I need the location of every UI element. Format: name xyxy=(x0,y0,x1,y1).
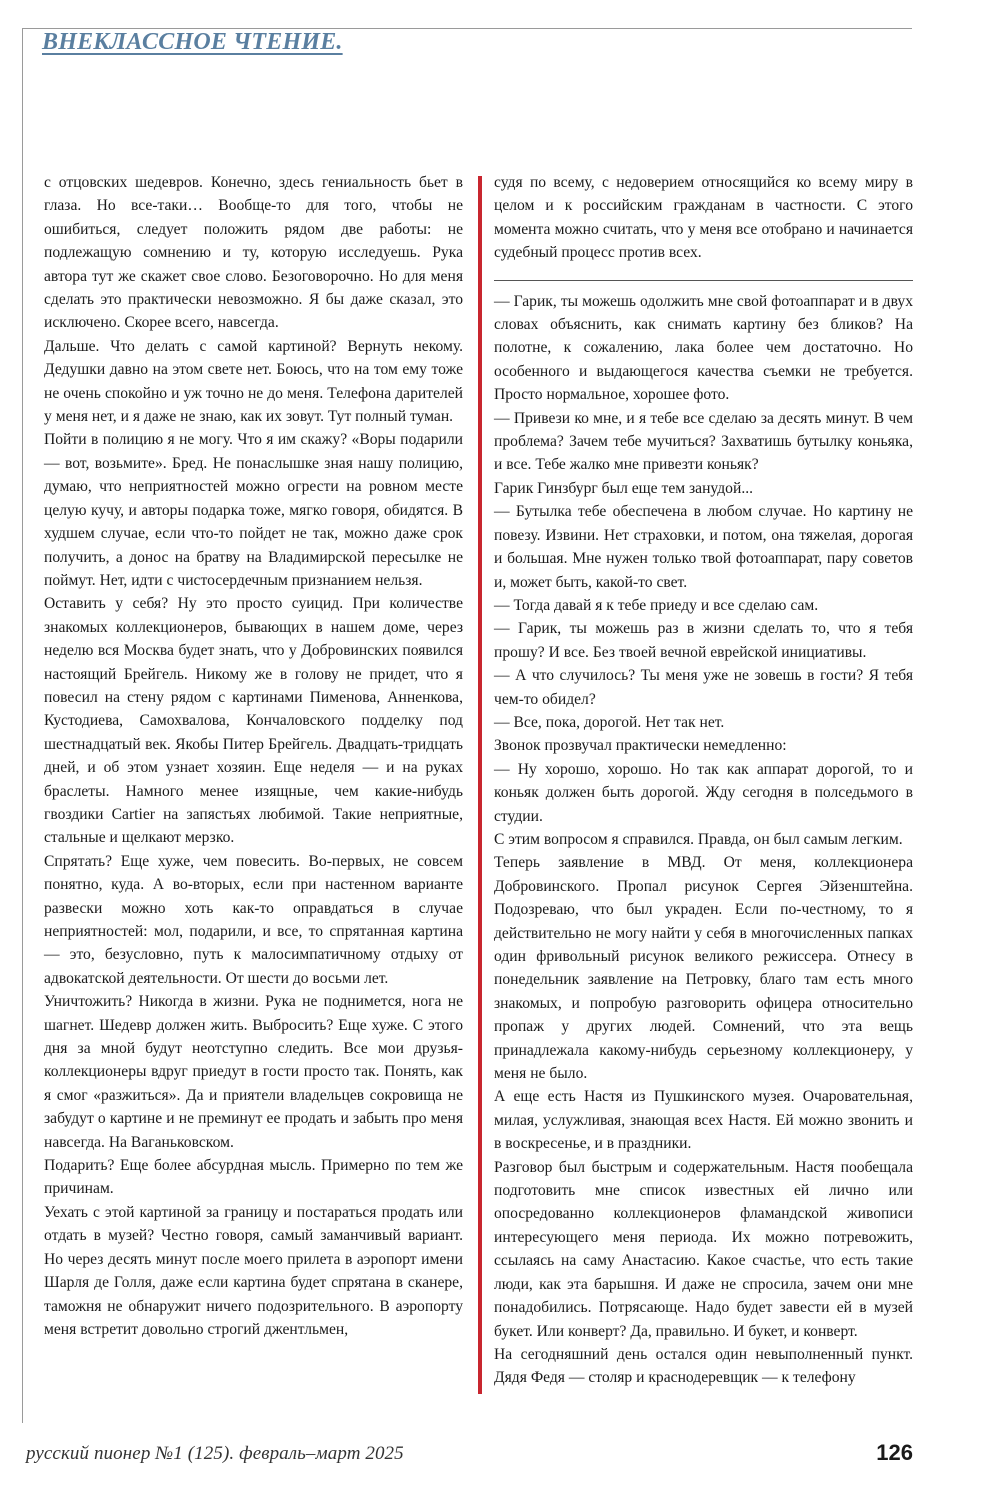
page-number: 126 xyxy=(876,1440,913,1465)
paragraph: Звонок прозвучал практически немедленно: xyxy=(494,737,787,755)
dialogue-paragraph: — Все, пока, дорогой. Нет так нет. xyxy=(494,713,725,731)
paragraph: Дальше. Что делать с самой картиной? Вернуть некому. Дедушки давно на этом свете нет. Боюсь, что на том ему тоже не очень спокойно и уж точно не до меня. Телефона дарителей у меня нет, и я даже не знаю, как их зовут. Тут полный туман. xyxy=(44,337,463,426)
paragraph: А еще есть Настя из Пушкинского музея. Очаровательная, милая, услужливая, знающая всех Настя. Ей можно звонить и в воскресенье, и в праздники. xyxy=(494,1088,913,1153)
paragraph: Пойти в полицию я не могу. Что я им скажу? «Воры подарили — вот, возьмите». Бред. Не понаслышке зная нашу полицию, думаю, что неприятностей можно огрести на ровном месте целую кучу, и авторы подарка тоже, мягко говоря, обидятся. В худшем случае, если что-то пойдет не так, можно даже срок получить, а донос на братву на Владимирской пересылке не поймут. Нет, идти с чистосердечным признанием нельзя. xyxy=(44,431,463,589)
right-column xyxy=(494,171,913,1390)
journal-issue-footer: русский пионер №1 (125). февраль–март 2025 xyxy=(26,1443,404,1464)
dialogue-paragraph: — Бутылка тебе обеспечена в любом случае. Но картину не повезу. Извини. Нет страховки, и потом, она тяжелая, дорогая и большая. Мне нужен только твой фотоаппарат, пару советов и, может быть, какой-то свет. xyxy=(494,503,913,591)
paragraph: Подарить? Еще более абсурдная мысль. Примерно по тем же причинам. xyxy=(44,1157,463,1198)
section-title: ВНЕКЛАССНОЕ ЧТЕНИЕ. xyxy=(42,29,343,55)
dialogue-paragraph: — А что случилось? Ты меня уже не зовешь в гости? Я тебя чем-то обидел? xyxy=(494,667,913,708)
dialogue-paragraph: — Привези ко мне, и я тебе все сделаю за десять минут. В чем проблема? Зачем тебе мучиться? Захватишь бутылку коньяка, и все. Тебе жалко мне привезти коньяк? xyxy=(494,409,913,474)
paragraph: Спрятать? Еще хуже, чем повесить. Во-первых, не совсем понятно, куда. А во-вторых, если при настенном варианте развески можно хоть как-то оправдаться в случае неприятностей: мол, подарили, и все, то спрятанная картина — это, безусловно, путь к малосимпатичному отдыху от адвокатской деятельности. От шести до восьми лет. xyxy=(44,852,463,987)
scene-break-rule xyxy=(494,280,913,281)
paragraph: Теперь заявление в МВД. От меня, коллекционера Добровинского. Пропал рисунок Сергея Эйзенштейна. Подозреваю, что был украден. Если по-честному, то я действительно не могу найти у себя в многочисленных папках один фривольный рисунок великого режиссера. Отнесу в понедельник заявление на Петровку, благо там есть много знакомых, и попробую разговорить офицера относительно пропаж у других людей. Сомнений, что эта вещь принадлежала какому-нибудь серьезному коллекционеру, у меня не было. xyxy=(494,854,913,1083)
paragraph: с отцовских шедевров. Конечно, здесь гениальность бьет в глаза. Но все-таки… Вообще-то для того, чтобы не ошибиться, следует положить рядом две работы: не подлежащую сомнению и ту, которую исследуешь. Рука автора тут же скажет свое слово. Безоговорочно. Но для меня сделать это практически невозможно. Я бы даже сказал, это исключено. Скорее всего, навсегда. xyxy=(44,174,463,332)
paragraph: Оставить у себя? Ну это просто суицид. При количестве знакомых коллекционеров, бывающих в нашем доме, через неделю вся Москва будет знать, что у Добровинских появился настоящий Брейгель. Никому же в голову не придет, что я повесил на стену рядом с картинами Пименова, Анненкова, Кустодиева, Самохвалова, Кончаловского подделку под шестнадцатый век. Якобы Питер Брейгель. Двадцать-тридцать дней, и об этом узнает хозяин. Еще неделя — и на руках браслеты. Намного менее изящные, чем какие-нибудь гвоздики Cartier на запястьях любимой. Такие неприятные, стальные и щелкают мерзко. xyxy=(44,595,463,847)
dialogue-paragraph: — Гарик, ты можешь одолжить мне свой фотоаппарат и в двух словах объяснить, как снимать картину без бликов? На полотне, к сожалению, лака более чем достаточно. Но особенного и выдающегося качества съемки не требуется. Просто нормальное, хорошее фото. xyxy=(494,292,913,404)
paragraph: На сегодняшний день остался один невыполненный пункт. Дядя Федя — столяр и краснодеревщик — к телефону xyxy=(494,1345,913,1387)
dialogue-paragraph: — Тогда давай я к тебе приеду и все сделаю сам. xyxy=(494,596,819,614)
paragraph: С этим вопросом я справился. Правда, он был самым легким. xyxy=(494,830,903,848)
paragraph: Разговор был быстрым и содержательным. Настя пообещала подготовить мне список известных ей лично или опосредованно коллекционеров фламандской живописи интересующего меня периода. Их можно потревожить, ссылаясь на саму Анастасию. Какое счастье, что есть такие люди, как эта барышня. И даже не спросила, зачем они мне понадобились. Потрясающе. Надо будет завести ей в музей букет. Или конверт? Да, правильно. И букет, и конверт. xyxy=(494,1158,913,1340)
paragraph: Уехать с этой картиной за границу и постараться продать или отдать в музей? Честно говоря, самый заманчивый вариант. Но через десять минут после моего прилета в аэропорт имени Шарля де Голля, даже если картина будет спрятана в сканере, таможня не обнаружит ничего подозрительного. В аэропорту меня встретит довольно строгий джентльмен, xyxy=(44,1203,463,1338)
paragraph: судя по всему, с недоверием относящийся ко всему миру в целом и к российским гражданам в частности. С этого момента можно считать, что у меня все отобрано и начинается судебный процесс против всех. xyxy=(494,174,913,262)
dialogue-paragraph: — Ну хорошо, хорошо. Но так как аппарат дорогой, то и коньяк должен быть дорогой. Жду сегодня в полседьмого в студии. xyxy=(494,760,913,825)
paragraph: Уничтожить? Никогда в жизни. Рука не поднимется, нога не шагнет. Шедевр должен жить. Выбросить? Еще хуже. С этого дня за мной будут неотступно следить. Все мои друзья-коллекционеры вдруг приедут в гости просто так. Понять, как я смог «разжиться». Да и приятели владельцев сокровища не забудут о картине и не преминут ее продать и забыть про меня навсегда. На Ваганьковском. xyxy=(44,993,463,1151)
dialogue-paragraph: — Гарик, ты можешь раз в жизни сделать то, что я тебя прошу? И все. Без твоей вечной еврейской инициативы. xyxy=(494,620,913,661)
paragraph: Гарик Гинзбург был еще тем занудой... xyxy=(494,479,754,497)
column-divider xyxy=(478,176,482,1394)
left-column xyxy=(44,171,463,1341)
page-frame-left-rule xyxy=(22,28,23,1423)
